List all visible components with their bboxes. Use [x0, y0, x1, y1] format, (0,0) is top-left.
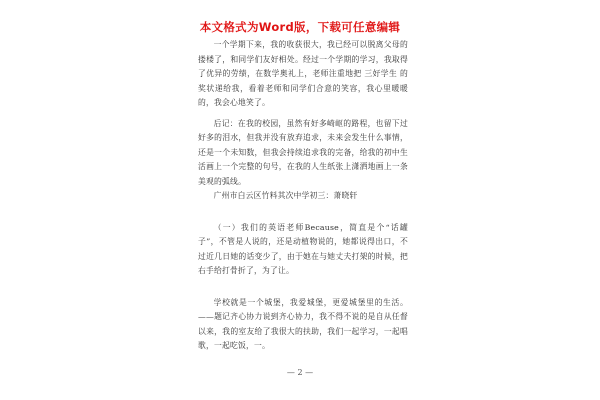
- paragraph-school-castle: 学校就是一个城堡，我爱城堡，更爱城堡里的生活。——题记齐心协力说到齐心协力，我不得不说的是自从任督以来，我的室友给了我很大的扶助，我们一起学习，一起唱歌，一起吃饭，一。: [198, 297, 408, 350]
- document-body: [198, 38, 408, 354]
- word-format-banner: 本文格式为Word版，下载可任意编辑: [199, 20, 401, 34]
- paragraph-english-teacher: （一）我们的英语老师Because，简直是个“话罐子”，不管是人说的，还是动植物说的，她都说得出口，不过近几日她的话变少了，由于她在与她丈夫打架的时候，把右手给打骨折了，为了让。: [198, 222, 408, 275]
- paragraph-afterword: 后记：在我的校园，虽然有好多崎岖的路程，也留下过好多的泪水，但我并没有放弃追求，未来会发生什么事情，还是一个未知数，但我会持续追求我的完备，给我的初中生活画上一个完整的句号，在我的人生纸张上潇洒地画上一条美观的弧线。: [198, 118, 408, 186]
- page-number: — 2 —: [286, 368, 314, 377]
- paragraph-semester-summary: 一个学期下来，我的收获很大，我已经可以脱离父母的搂楼了，和同学们友好相处。经过一个学期的学习，我取得了优异的劳绩，在数学奥礼上，老师注重地把 三好学生 的奖状递给我，看着老师和同学们合意的笑容，我心里暖暖的，我会心地笑了。: [198, 40, 408, 107]
- paragraph-author-line: 广州市白云区竹料其次中学初三：萧晓轩: [213, 191, 358, 200]
